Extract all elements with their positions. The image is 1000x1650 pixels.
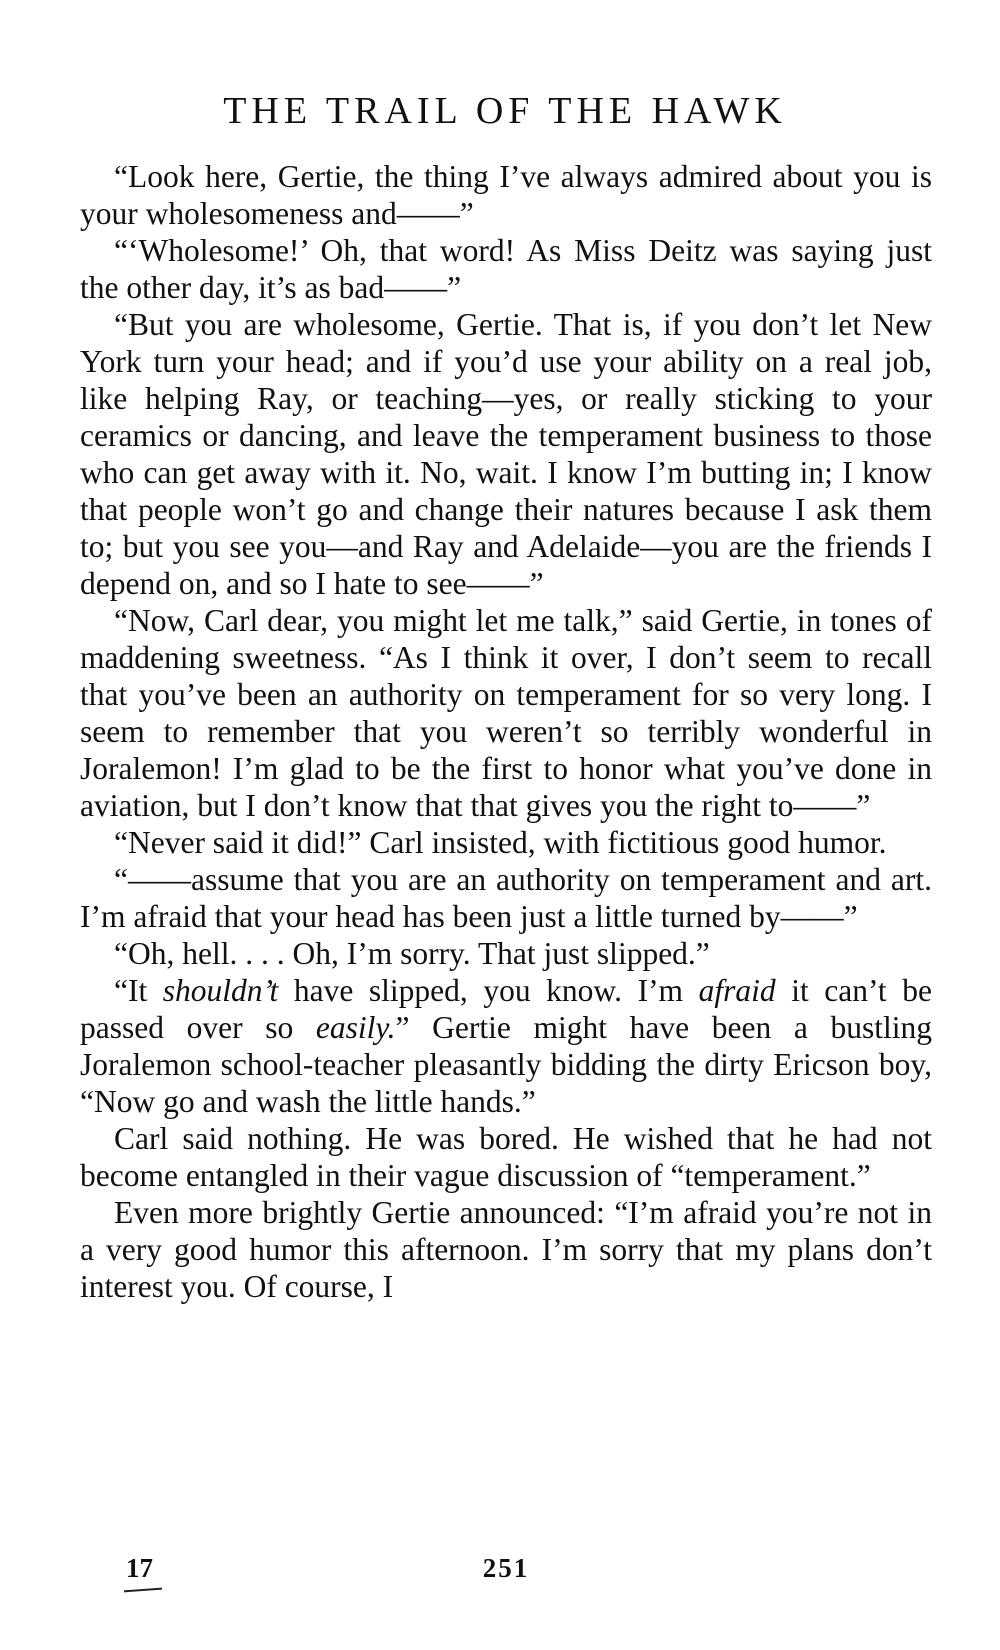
text-segment: have slipped, you know. I’m — [278, 973, 699, 1008]
running-head: THE TRAIL OF THE HAWK — [223, 90, 787, 132]
text-segment: “Now, Carl dear, you might let me talk,” said Gertie, in tones of maddening sweetness. “As I think it over, I don’t seem to recall that you’ve been an authority on temperament for so very long. I seem to remember that you weren’t so terribly wonderful in Joralemon! I’m glad to be the first to honor what you’ve done in aviation, but I don’t know that that gives you the right to——” — [80, 603, 932, 823]
italic-text: afraid — [698, 973, 776, 1008]
paragraph — [80, 935, 932, 972]
page-number: 251 — [482, 1553, 530, 1583]
text-segment: “It — [114, 973, 163, 1008]
text-segment: it can’t be passed over so — [80, 973, 932, 1045]
text-segment: “Oh, hell. . . . Oh, I’m sorry. That just slipped.” — [114, 936, 710, 971]
signature-mark: 17 — [126, 1553, 153, 1583]
paragraph — [80, 1120, 932, 1194]
paragraph — [80, 158, 932, 232]
paragraph — [80, 232, 932, 306]
paragraph — [80, 1194, 932, 1305]
text-segment: “Never said it did!” Carl insisted, with fictitious good humor. — [114, 825, 887, 860]
text-segment: Carl said nothing. He was bored. He wished that he had not become entangled in their vague discussion of “temperament.” — [80, 1121, 932, 1193]
paragraph — [80, 306, 932, 602]
body-text — [80, 158, 932, 1305]
text-segment: “Look here, Gertie, the thing I’ve always admired about you is your wholesomeness and——” — [80, 159, 932, 231]
italic-text: easily. — [315, 1010, 396, 1045]
paragraph — [80, 602, 932, 824]
signature-underline — [124, 1588, 162, 1593]
text-segment: “——assume that you are an authority on temperament and art. I’m afraid that your head has been just a little turned by——” — [80, 862, 932, 934]
italic-text: shouldn’t — [162, 973, 279, 1008]
paragraph — [80, 861, 932, 935]
text-segment: ” Gertie might have been a bustling Joralemon school-teacher pleasantly bidding the dirty Ericson boy, “Now go and wash the little hands.” — [80, 1010, 932, 1119]
text-segment: “‘Wholesome!’ Oh, that word! As Miss Deitz was saying just the other day, it’s as bad——” — [80, 233, 932, 305]
text-segment: “But you are wholesome, Gertie. That is, if you don’t let New York turn your head; and if you’d use your ability on a real job, like helping Ray, or teaching—yes, or really sticking to your ceramics or dancing, and leave the temperament business to those who can get away with it. No, wait. I know I’m butting in; I know that people won’t go and change their natures because I ask them to; but you see you—and Ray and Adelaide—you are the friends I depend on, and so I hate to see——” — [80, 307, 932, 601]
text-segment: Even more brightly Gertie announced: “I’m afraid you’re not in a very good humor this afternoon. I’m sorry that my plans don’t interest you. Of course, I — [80, 1195, 932, 1304]
paragraph — [80, 824, 932, 861]
page-footer — [80, 1553, 932, 1599]
paragraph — [80, 972, 932, 1120]
